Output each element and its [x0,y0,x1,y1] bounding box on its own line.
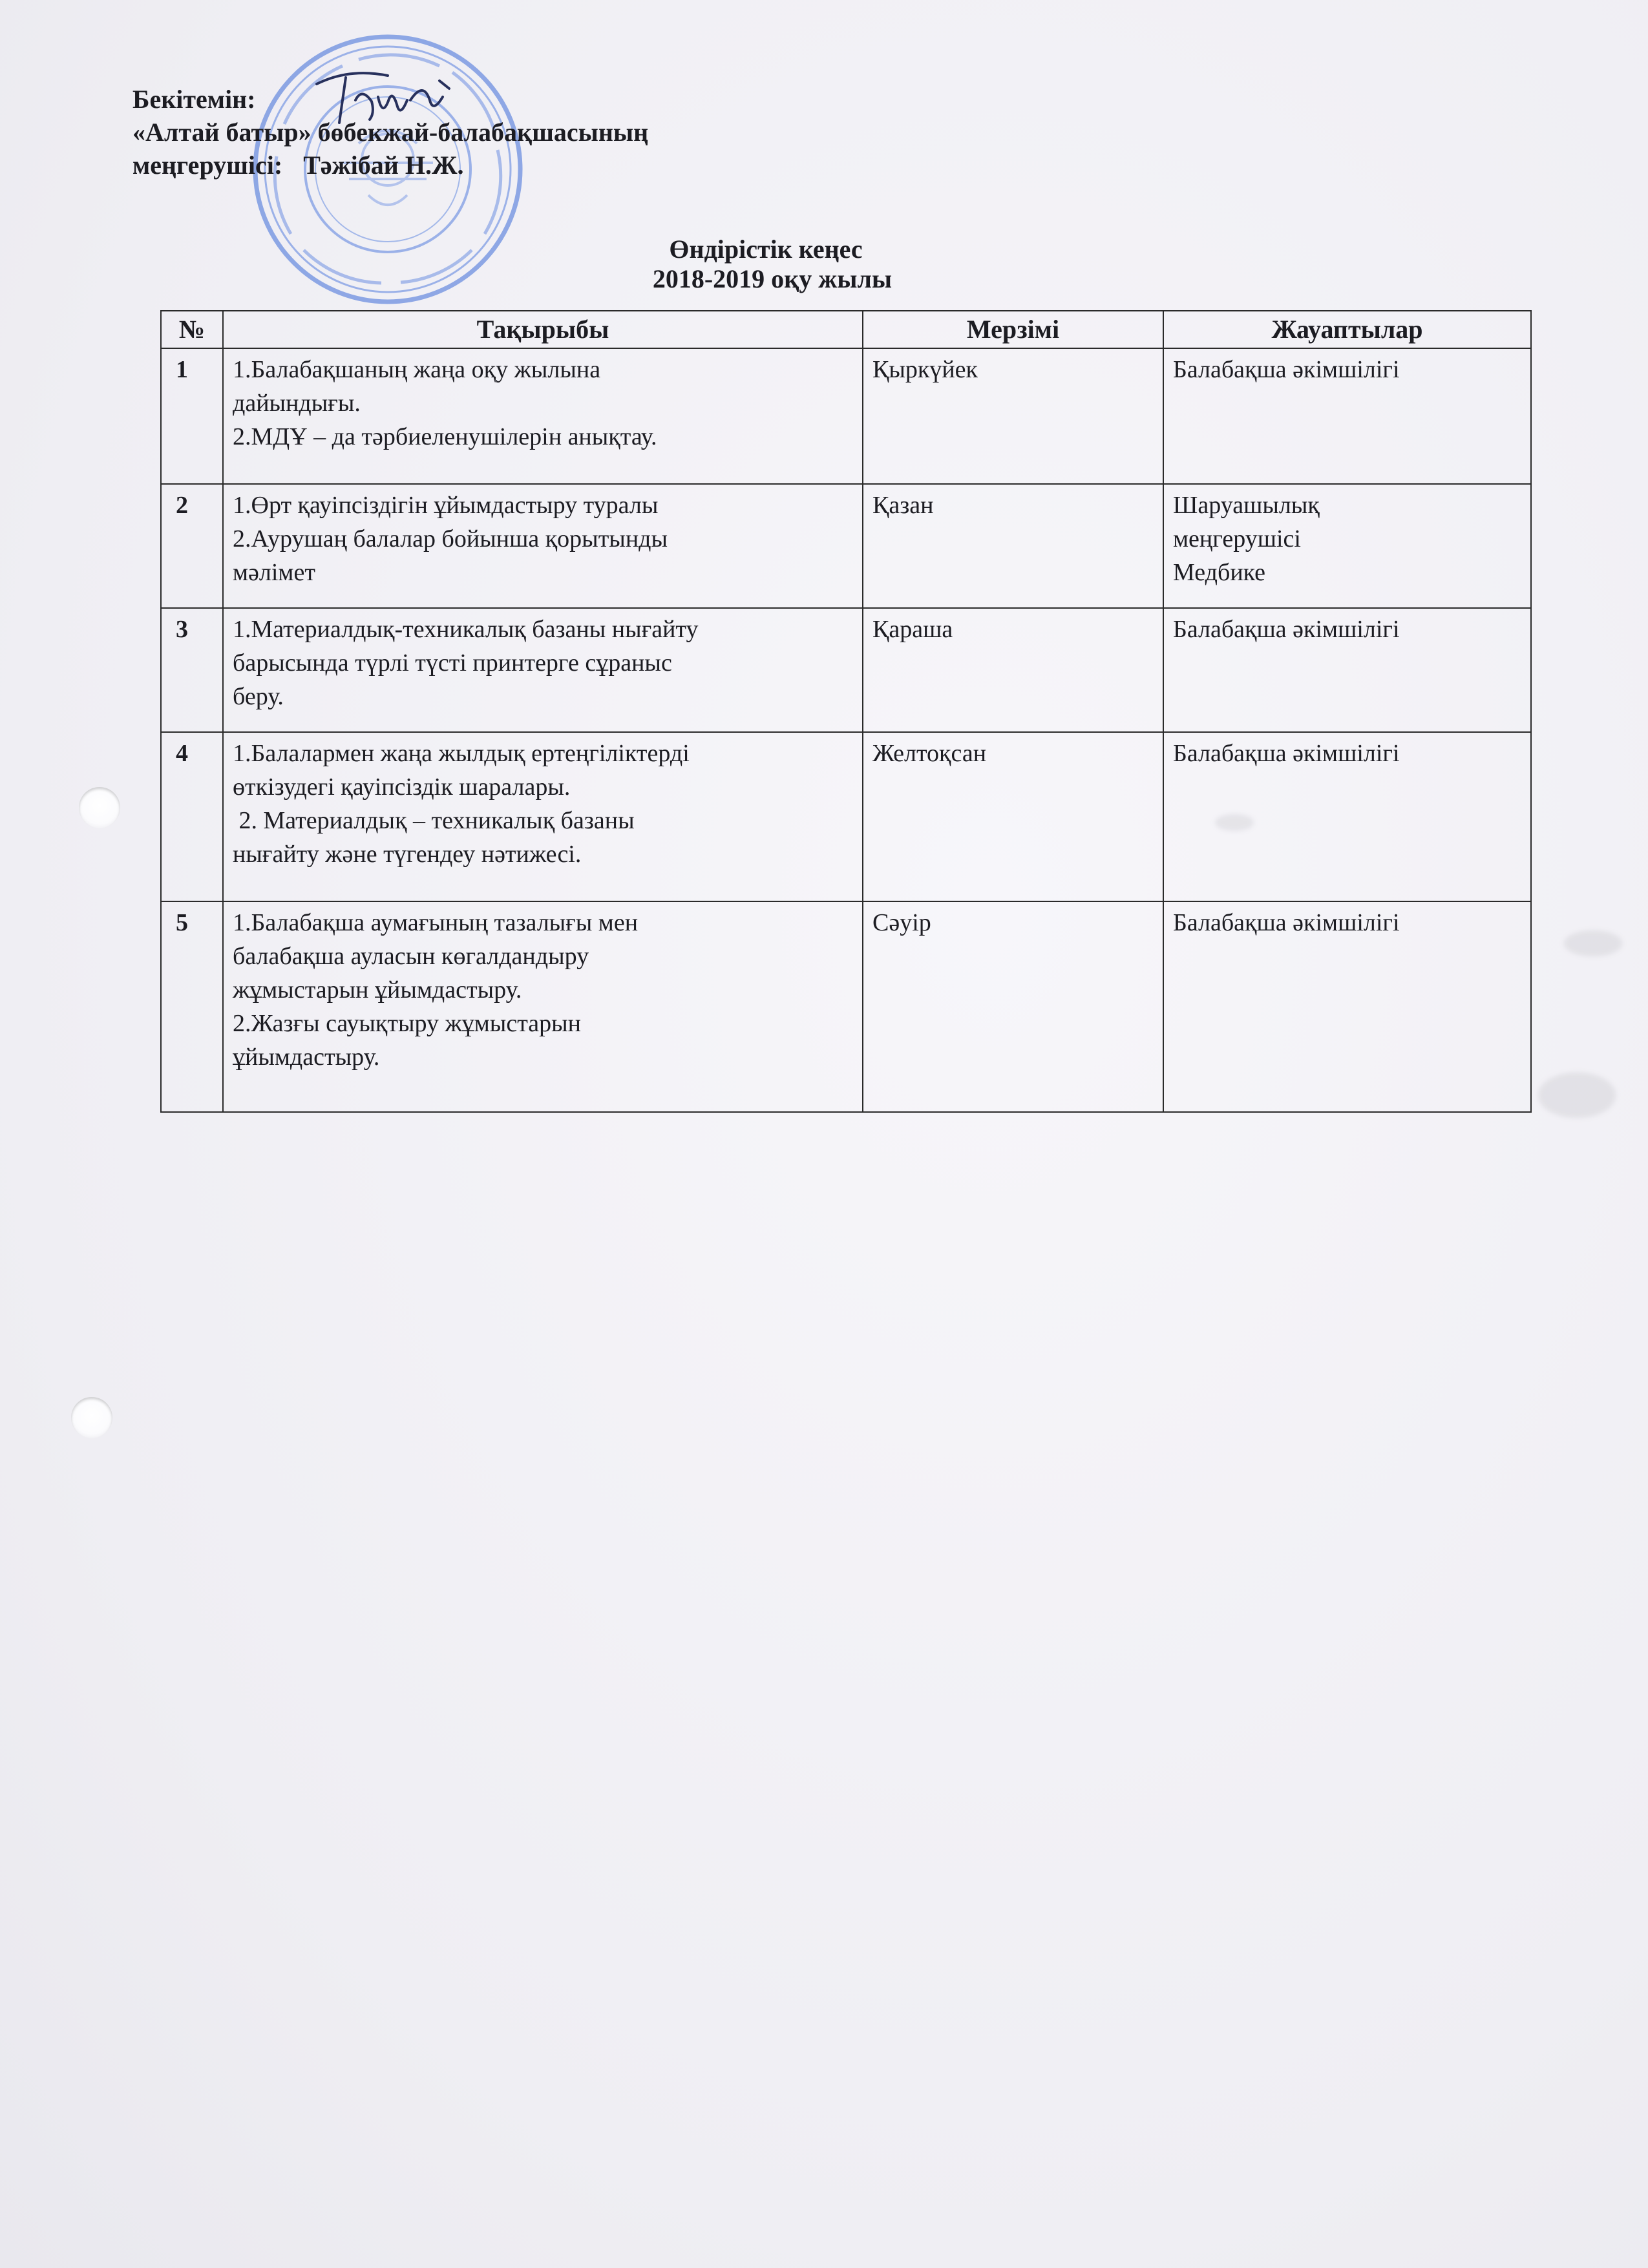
header-number: № [161,311,223,348]
table-row [161,901,1531,1112]
responsible-line: Шаруашылық [1173,492,1320,519]
responsible-line: Балабақша әкімшілігі [1173,740,1400,767]
header-topic: Тақырыбы [223,311,863,348]
row-responsible [1163,348,1531,484]
row-topic [223,484,863,608]
responsible-line: Балабақша әкімшілігі [1173,909,1400,936]
approval-label: Бекітемін: [132,85,256,114]
row-date: Қараша [863,608,1163,732]
punch-hole [71,1397,112,1438]
topic-line: беру. [233,683,284,710]
topic-line: 1.Материалдық-техникалық базаны нығайту [233,616,699,643]
responsible-line: Балабақша әкімшілігі [1173,616,1400,643]
row-responsible [1163,732,1531,901]
topic-line: ұйымдастыру. [233,1044,380,1071]
approval-head-line [132,149,648,182]
table-row [161,484,1531,608]
approval-head-name: Тәжібай Н.Ж. [303,151,464,180]
row-responsible [1163,901,1531,1112]
row-responsible [1163,484,1531,608]
row-number: 5 [161,901,223,1112]
row-topic [223,608,863,732]
topic-line: 2.Аурушаң балалар бойынша қорытынды [233,525,668,552]
table-header-row [161,311,1531,348]
table-row [161,732,1531,901]
row-number: 2 [161,484,223,608]
paper-smudge [1538,1073,1616,1118]
topic-line: 1.Балабақшаның жаңа оқу жылына [233,356,601,383]
table-row [161,348,1531,484]
row-responsible [1163,608,1531,732]
row-topic [223,348,863,484]
topic-line: нығайту және түгендеу нәтижесі. [233,841,582,868]
meeting-plan-table [160,310,1532,1113]
topic-line: дайындығы. [233,390,361,417]
approval-block [132,83,648,182]
topic-line: 2.МДҰ – да тәрбиеленушілерін анықтау. [233,423,657,450]
approval-organization: «Алтай батыр» бөбекжай-балабақшасының [132,118,649,147]
topic-line: балабақша ауласын көгалдандыру [233,943,589,970]
row-date: Сәуір [863,901,1163,1112]
responsible-line: меңгерушісі [1173,525,1301,552]
document-subtitle: 2018-2019 оқу жылы [652,264,893,293]
document-title: Өндірістік кеңес [669,235,863,264]
responsible-line: Медбике [1173,559,1266,586]
row-date: Желтоқсан [863,732,1163,901]
topic-line: өткізудегі қауіпсіздік шаралары. [233,773,571,801]
row-topic [223,901,863,1112]
header-date: Мерзімі [863,311,1163,348]
row-date: Қазан [863,484,1163,608]
row-number: 3 [161,608,223,732]
punch-hole [79,787,120,828]
row-number: 4 [161,732,223,901]
row-number: 1 [161,348,223,484]
topic-line: 2. Материалдық – техникалық базаны [233,807,635,834]
topic-line: 1.Балалармен жаңа жылдық ертеңгіліктерді [233,740,690,767]
topic-line: 1.Балабақша аумағының тазалығы мен [233,909,639,936]
paper-smudge [1564,930,1622,956]
row-topic [223,732,863,901]
row-date: Қыркүйек [863,348,1163,484]
topic-line: 2.Жазғы сауықтыру жұмыстарын [233,1010,581,1037]
topic-line: мәлімет [233,559,315,586]
approval-head-label: меңгерушісі: [132,151,283,180]
paper-smudge [1215,814,1254,831]
topic-line: 1.Өрт қауіпсіздігін ұйымдастыру туралы [233,492,659,519]
topic-line: барысында түрлі түсті принтерге сұраныс [233,649,672,677]
table-row [161,608,1531,732]
header-responsible: Жауаптылар [1163,311,1531,348]
responsible-line: Балабақша әкімшілігі [1173,356,1400,383]
topic-line: жұмыстарын ұйымдастыру. [233,976,522,1003]
